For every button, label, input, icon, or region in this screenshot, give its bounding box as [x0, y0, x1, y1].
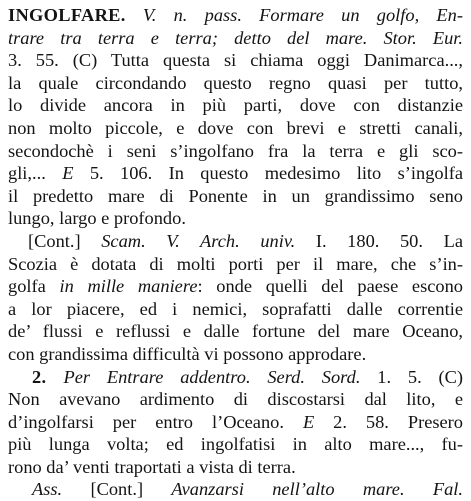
text-segment: 3. 55. (C) Tutta questa si chiama oggi Danimarca..., [8, 50, 463, 71]
entry-line [8, 388, 463, 411]
text-segment: più lunga volta; ed ingolfatisi in alto mare..., fu- [8, 434, 463, 455]
text-segment: d’ingolfarsi per entro l’Oceano. [8, 411, 303, 432]
entry-line [8, 207, 463, 230]
text-segment: lungo, largo e profondo. [8, 208, 186, 229]
entry-line [8, 298, 463, 321]
text-segment: I. 180. 50. La [295, 230, 463, 251]
text-segment: il predetto mare di Ponente in un grandissimo seno [8, 185, 463, 206]
italic-text: E [302, 411, 315, 432]
text-segment: golfa [8, 276, 60, 297]
entry-line [8, 94, 463, 117]
entry-line [8, 366, 463, 389]
italic-text: Ass. [32, 479, 63, 500]
entry-line [8, 162, 463, 185]
bold-text: 2. [32, 366, 64, 387]
text-segment: Non avevano ardimento di discostarsi dal lito, e [8, 389, 463, 410]
entry-line [8, 343, 463, 366]
text-segment: gli,... [8, 163, 63, 184]
entry-line [8, 4, 463, 27]
entry-line [8, 275, 463, 298]
entry-line [8, 185, 463, 208]
text-segment: la quale circondando questo regno quasi per tutto, [8, 72, 463, 93]
text-segment: lo divide ancora in più parti, dove con distanzie [8, 95, 463, 116]
text-segment: [Cont.] [62, 479, 172, 500]
italic-text: Per Entrare addentro. Serd. Sord. [63, 366, 361, 387]
entry-line [8, 433, 463, 456]
entry-line [8, 117, 463, 140]
text-segment: secondochè i seni s’ingolfano fra la terra e gli sco- [8, 140, 463, 161]
italic-text: in mille maniere [59, 276, 198, 297]
entry-line [8, 230, 463, 253]
entry-line [8, 456, 463, 479]
text-segment: de’ flussi e reflussi e dalle fortune del mare Oceano, [8, 321, 463, 342]
entry-line [8, 411, 463, 434]
entry-line [8, 140, 463, 163]
entry-line [8, 253, 463, 276]
italic-text: E [62, 163, 74, 184]
entry-line [8, 72, 463, 95]
bold-text: INGOLFARE. [8, 5, 126, 25]
entry-line [8, 27, 463, 50]
text-segment: a lor piacere, ed i nemici, soprafatti dalle correntie [8, 298, 463, 319]
entry-line [8, 320, 463, 343]
italic-text: trare tra terra e terra; detto del mare. Stor. Eur. [8, 27, 463, 48]
text-segment: non molto piccole, e dove con brevi e stretti canali, [8, 117, 463, 138]
text-segment: : onde quelli del paese escono [197, 276, 463, 297]
italic-text: Avanzarsi nell’alto mare. Fal. [171, 479, 463, 500]
text-segment: Scozia è dotata di molti porti per il mare, che s’in- [8, 253, 463, 274]
text-segment: 5. 106. In questo medesimo lito s’ingolfa [73, 163, 463, 184]
entry-line [8, 478, 463, 501]
entry-line [8, 49, 463, 72]
text-segment: con grandissima difficultà vi possono approdare. [8, 343, 367, 364]
italic-text: V. n. pass. Formare un golfo, En- [125, 5, 463, 25]
text-segment: [Cont.] [28, 230, 102, 251]
text-segment: 1. 5. (C) [360, 366, 463, 387]
italic-text: Scam. V. Arch. univ. [101, 230, 296, 251]
text-segment: 2. 58. Presero [314, 411, 463, 432]
text-segment: rono da’ venti traportati a vista di terra. [8, 456, 296, 477]
